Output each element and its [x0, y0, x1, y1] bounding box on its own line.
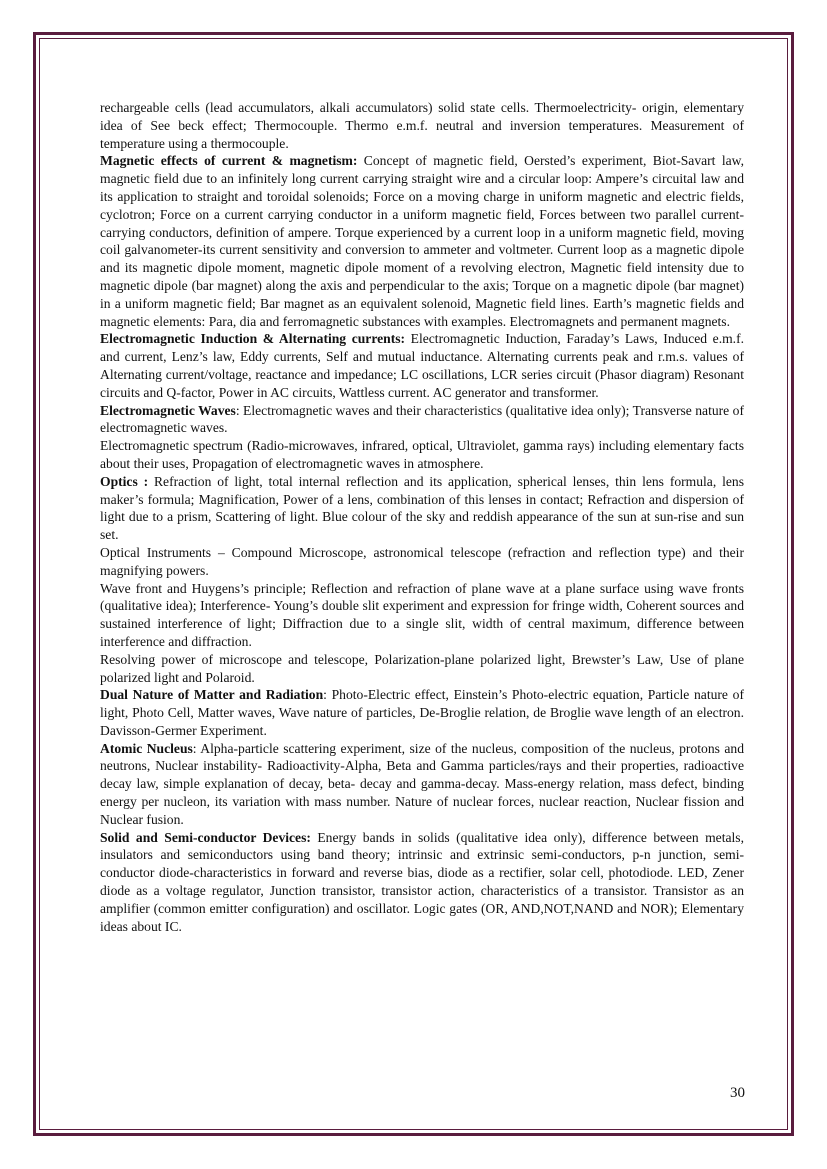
paragraph-text: Resolving power of microscope and telescope, Polarization-plane polarized light, Brewster’s Law, Use of plane polarized light and Polaroid.: [100, 651, 744, 685]
paragraph-atomic-nucleus: [100, 740, 744, 829]
paragraph-electromagnetic-induction: [100, 330, 744, 401]
paragraph-text: : Alpha-particle scattering experiment, size of the nucleus, composition of the nucleus, protons and neutrons, Nuclear instability- Radioactivity-Alpha, Beta and Gamma particles/rays and their properties, radioactive decay law, simple explanation of decay, beta- decay and gamma-decay. Mass-energy relation, mass defect, binding energy per nucleon, its variation with mass number. Nature of nuclear forces, nuclear reaction, Nuclear fission and Nuclear fusion.: [100, 740, 744, 827]
paragraph-optical-instruments: [100, 544, 744, 580]
paragraph-semiconductor-devices: [100, 829, 744, 936]
paragraph-heading: Electromagnetic Waves: [100, 402, 236, 418]
paragraph-text: : Photo-Electric effect, Einstein’s Photo-electric equation, Particle nature of light, Photo Cell, Matter waves, Wave nature of particles, De-Broglie relation, de Broglie wave length of an electron. Davisson-Germer Experiment.: [100, 687, 744, 738]
paragraph-text: Refraction of light, total internal reflection and its application, spherical lenses, thin lens formula, lens maker’s formula; Magnification, Power of a lens, combination of this lenses in contact; Refraction and dispersion of light due to a prism, Scattering of light. Blue colour of the sky and reddish appearance of the sun at sun-rise and sun set.: [100, 473, 744, 543]
paragraph-magnetic-effects: [100, 152, 744, 330]
paragraph-text: Optical Instruments – Compound Microscope, astronomical telescope (refraction and reflection type) and their magnifying powers.: [100, 544, 744, 578]
paragraph-heading: Magnetic effects of current & magnetism:: [100, 153, 358, 169]
paragraph-heading: Dual Nature of Matter and Radiation: [100, 687, 324, 703]
page-number: 30: [730, 1085, 745, 1101]
paragraph-text: : Electromagnetic waves and their characteristics (qualitative idea only); Transverse nature of electromagnetic waves.: [100, 402, 744, 436]
paragraph-text: Electromagnetic Induction, Faraday’s Laws, Induced e.m.f. and current, Lenz’s law, Eddy currents, Self and mutual inductance. Alternating currents peak and r.m.s. values of Alternating current/voltage, reactance and impedance; LC oscillations, LCR series circuit (Phasor diagram) Resonant circuits and Q-factor, Power in AC circuits, Wattless current. AC generator and transformer.: [100, 331, 745, 400]
paragraph-electromagnetic-waves: [100, 402, 744, 438]
paragraph-heading: Optics :: [100, 473, 149, 489]
paragraph-electromagnetic-spectrum: [100, 437, 744, 473]
paragraph-text: rechargeable cells (lead accumulators, alkali accumulators) solid state cells. Thermoelectricity- origin, elementary idea of See beck effect; Thermocouple. Thermo e.m.f. neutral and inversion temperatures. Measurement of temperature using a thermocouple.: [100, 100, 744, 151]
paragraph-heading: Atomic Nucleus: [100, 740, 193, 756]
paragraph-dual-nature: [100, 686, 744, 739]
paragraph-optics: [100, 473, 744, 544]
paragraph-text: Electromagnetic spectrum (Radio-microwaves, infrared, optical, Ultraviolet, gamma rays) including elementary facts about their uses, Propagation of electromagnetic waves in atmosphere.: [100, 438, 744, 471]
paragraph-heading: Solid and Semi-conductor Devices:: [100, 829, 311, 845]
paragraph-cells-thermoelectricity: [100, 99, 744, 152]
paragraph-heading: Electromagnetic Induction & Alternating currents:: [100, 331, 406, 347]
paragraph-wave-front: [100, 580, 744, 651]
syllabus-body: [100, 99, 744, 935]
paragraph-text: Concept of magnetic field, Oersted’s experiment, Biot-Savart law, magnetic field due to an infinitely long current carrying straight wire and a circular loop: Ampere’s circuital law and its application to straight and toroidal solenoids; Force on a moving charge in uniform magnetic and electric fields, cyclotron; Force on a current carrying conductor in a uniform magnetic field, Forces between two parallel current- carrying conductors, definition of ampere. Torque experienced by a current loop in a uniform magnetic field, moving coil galvanometer-its current sensitivity and conversion to ammeter and voltmeter. Current loop as a magnetic dipole and its magnetic dipole moment, magnetic dipole moment of a revolving electron, Magnetic field intensity due to magnetic dipole (bar magnet) along the axis and perpendicular to the axis; Torque on a magnetic dipole (bar magnet) in a uniform magnetic field; Bar magnet as an equivalent solenoid, Magnetic field lines. Earth’s magnetic fields and magnetic elements: Para, dia and ferromagnetic substances with examples. Electromagnets and permanent magnets.: [100, 153, 744, 329]
paragraph-text: Wave front and Huygens’s principle; Reflection and refraction of plane wave at a plane surface using wave fronts (qualitative idea); Interference- Young’s double slit experiment and expression for fringe width, Coherent sources and sustained interference of light; Diffraction due to a single slit, width of central maximum, difference between interference and diffraction.: [100, 580, 744, 649]
paragraph-resolving-power: [100, 651, 744, 687]
paragraph-text: Energy bands in solids (qualitative idea only), difference between metals, insulators and semiconductors using band theory; intrinsic and extrinsic semi-conductors, p-n junction, semi-conductor diode-characteristics in forward and reverse bias, diode as a rectifier, solar cell, photodiode. LED, Zener diode as a voltage regulator, Junction transistor, transistor action, characteristics of a transistor. Transistor as an amplifier (common emitter configuration) and oscillator. Logic gates (OR, AND,NOT,NAND and NOR); Elementary ideas about IC.: [100, 829, 744, 934]
